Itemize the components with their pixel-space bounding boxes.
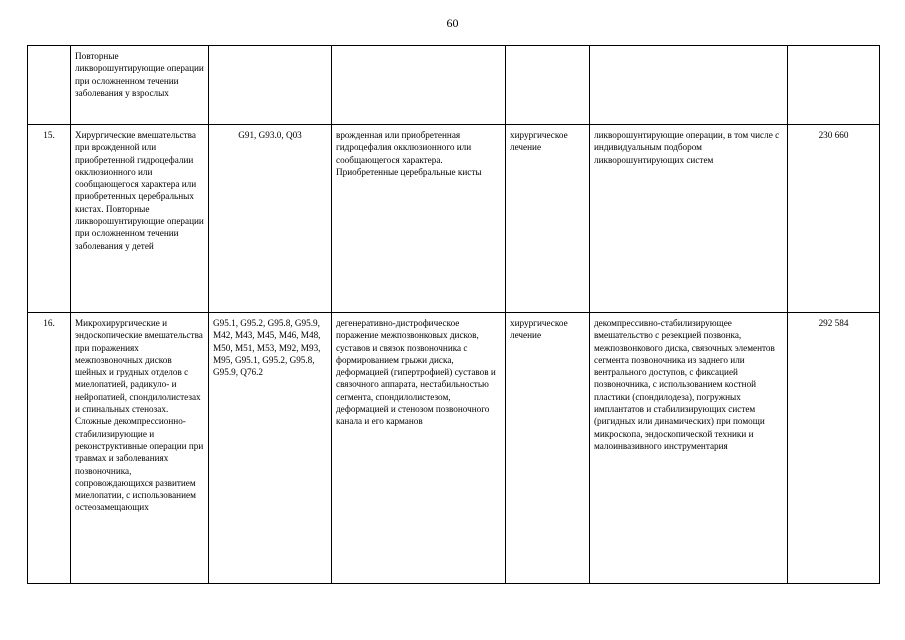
cost-cell: 230 660 [788, 125, 880, 313]
table-row [28, 125, 880, 313]
row-number-cell: 15. [28, 125, 71, 313]
icd-codes-cell: G95.1, G95.2, G95.8, G95.9, M42, M43, M45, M46, M48, M50, M51, M53, M92, M93, M95, G95.1, G95.2, G95.8, G95.9, Q76.2 [209, 313, 332, 584]
row-number-cell [28, 46, 71, 125]
patient-model-cell: дегенеративно-дистрофическое поражение межпозвонковых дисков, суставов и связок позвоночника с формированием грыжи диска, деформацией (гипертрофией) суставов и связочного аппарата, нестабильностью сегмента, спондилолистезом, деформацией и стенозом позвоночного канала и его карманов [332, 313, 506, 584]
treatment-method-cell: ликворошунтирующие операции, в том числе с индивидуальным подбором ликворошунтирующих систем [590, 125, 788, 313]
treatment-method-cell: декомпрессивно-стабилизирующее вмешательство с резекцией позвонка, межпозвонкового диска, связочных элементов сегмента позвоночника из заднего или вентрального доступов, с фиксацией позвоночника, с использованием костной пластики (спондилодеза), погружных имплантатов и стабилизирующих систем (ригидных или динамических) при помощи микроскопа, эндоскопической техники и малоинвазивного инструментария [590, 313, 788, 584]
table-row [28, 313, 880, 584]
page-number: 60 [446, 16, 459, 30]
treatment-method-cell [590, 46, 788, 125]
icd-codes-cell [209, 46, 332, 125]
patient-model-cell: врожденная или приобретенная гидроцефалия окклюзионного или сообщающегося характера. Приобретенные церебральные кисты [332, 125, 506, 313]
cost-cell: 292 584 [788, 313, 880, 584]
intervention-name-cell: Хирургические вмешательства при врожденной или приобретенной гидроцефалии окклюзионного или сообщающегося характера или приобретенных церебральных кистах. Повторные ликворошунтирующие операции при осложненном течении заболевания у детей [71, 125, 209, 313]
cost-cell [788, 46, 880, 125]
row-number-cell: 16. [28, 313, 71, 584]
icd-codes-cell: G91, G93.0, Q03 [209, 125, 332, 313]
treatment-type-cell [506, 46, 590, 125]
treatment-type-cell: хирургическое лечение [506, 125, 590, 313]
patient-model-cell [332, 46, 506, 125]
treatment-type-cell: хирургическое лечение [506, 313, 590, 584]
medical-care-table [27, 45, 880, 584]
intervention-name-cell: Повторные ликворошунтирующие операции при осложненном течении заболевания у взрослых [71, 46, 209, 125]
table-row [28, 46, 880, 125]
intervention-name-cell: Микрохирургические и эндоскопические вмешательства при поражениях межпозвоночных дисков шейных и грудных отделов с миелопатией, радикуло- и нейропатией, спондилолистезах и спинальных стенозах. Сложные декомпрессионно-стабилизирующие и реконструктивные операции при травмах и заболеваниях позвоночника, сопровождающихся развитием миелопатии, с использованием остеозамещающих [71, 313, 209, 584]
